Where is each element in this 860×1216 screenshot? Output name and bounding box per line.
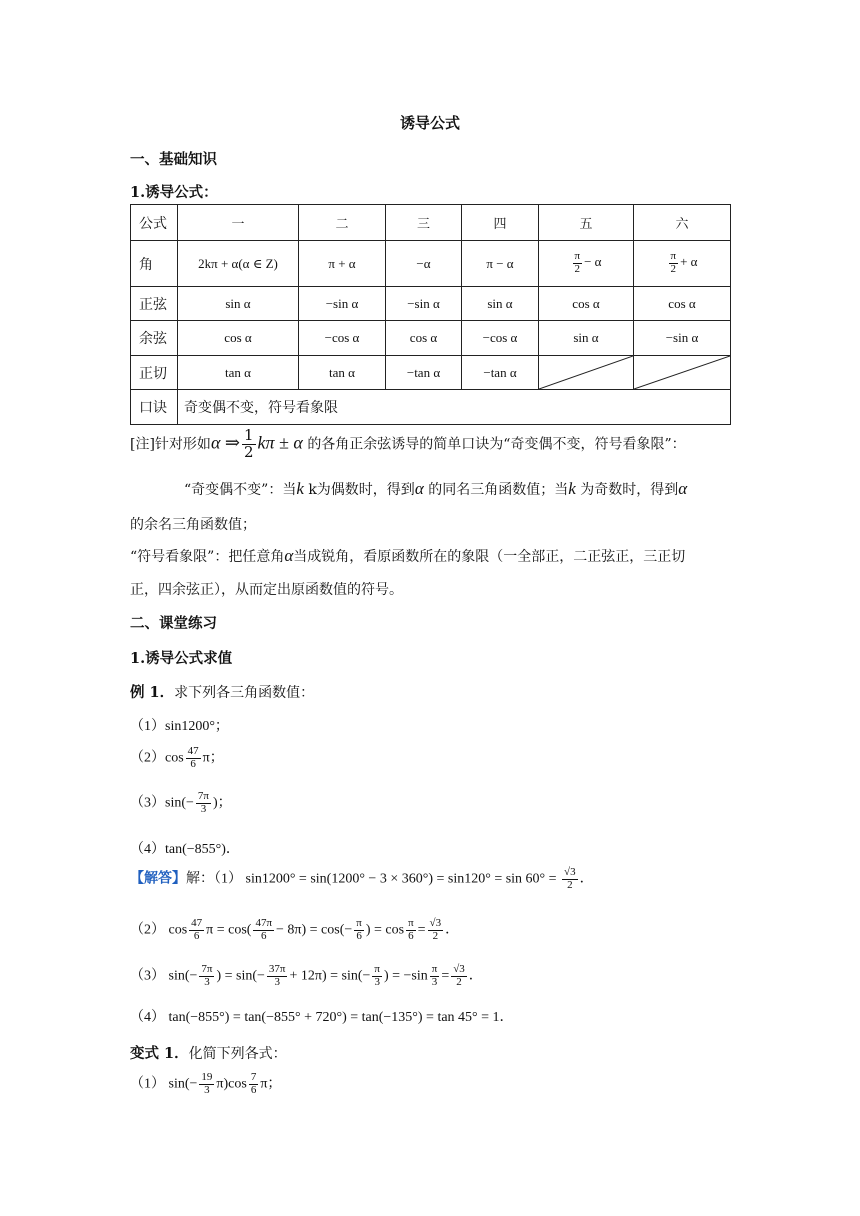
- text-run: ．: [445, 922, 460, 938]
- text-run: )；: [212, 795, 232, 811]
- fraction: [186, 746, 201, 770]
- fraction-numerator: 47: [187, 745, 199, 757]
- alpha-symbol: α: [678, 479, 688, 498]
- variant-1-heading: [130, 1042, 287, 1063]
- fraction-denominator: 2: [456, 975, 462, 988]
- fraction: [669, 251, 679, 275]
- table-header-cell: 五: [539, 205, 634, 241]
- text-run: k为偶数时，得到: [308, 482, 415, 498]
- table-cell: cos α: [178, 321, 299, 356]
- table-cell: sin α: [462, 287, 539, 321]
- text-run: =: [417, 922, 426, 938]
- table-cell: cos α: [634, 287, 731, 321]
- table-cell: π + α: [299, 241, 386, 287]
- table-cell: sin α: [178, 287, 299, 321]
- fraction-denominator: 6: [190, 757, 196, 770]
- sqrt-value: √ 3: [430, 918, 442, 930]
- text-run: （3）sin(−: [130, 795, 194, 811]
- text-run: ) = −sin: [383, 968, 428, 984]
- fraction-numerator: 37π: [268, 963, 286, 975]
- example-1-heading: [130, 681, 314, 702]
- fraction: [199, 964, 214, 988]
- answer-1: [130, 867, 594, 891]
- table-cell: cos α: [539, 287, 634, 321]
- table-cell: tan α: [299, 356, 386, 390]
- k-symbol: k: [296, 479, 304, 498]
- subheading-evaluate: 1.诱导公式求值: [130, 650, 233, 667]
- fraction-denominator: 6: [193, 929, 200, 942]
- angle-expression: − α: [584, 254, 602, 270]
- text-run: （2） cos: [130, 922, 188, 938]
- section-heading-practice: 二、课堂练习: [130, 615, 217, 632]
- fraction-numerator: [451, 964, 467, 977]
- angle-expression: + α: [680, 254, 698, 270]
- k-symbol: k: [568, 479, 576, 498]
- section-heading-basics: 一、基础知识: [130, 151, 217, 168]
- fraction: [354, 918, 364, 942]
- fraction: [253, 918, 274, 942]
- text-run: ) = sin(−: [216, 968, 265, 984]
- table-header-cell: 公式: [131, 205, 178, 241]
- table-cell: −sin α: [634, 321, 731, 356]
- text-run: π)cos: [216, 1076, 247, 1092]
- fraction-numerator: π: [356, 917, 362, 929]
- fraction: [428, 918, 444, 942]
- example-label: 例 1．: [130, 684, 175, 701]
- text-run: − 8π) = cos(−: [276, 922, 353, 938]
- question-4: （4）tan(−855°)．: [130, 842, 240, 857]
- text-run: （3） sin(−: [130, 968, 198, 984]
- table-cell: cos α: [386, 321, 462, 356]
- fraction: [573, 251, 583, 275]
- fraction-denominator: 6: [250, 1083, 257, 1096]
- fraction-numerator: [428, 918, 444, 931]
- note-line-5: 正，四余弦正），从而定出原函数值的符号。: [130, 582, 403, 598]
- fraction-denominator: 3: [200, 802, 207, 815]
- subheading-induction-formulas: 1.诱导公式：: [130, 184, 218, 201]
- table-cell: [634, 241, 731, 287]
- text-run: π；: [202, 750, 224, 766]
- fraction-numerator: 7: [250, 1071, 257, 1083]
- fraction-denominator: 3: [431, 975, 438, 988]
- text-run: 当成锐角，看原函数所在的象限（一全部正，二正弦正，三正切: [293, 549, 686, 565]
- fraction-numerator: 47: [191, 917, 203, 929]
- note-line-1: [130, 428, 686, 461]
- fraction-denominator: 2: [432, 929, 439, 942]
- fraction-denominator: 2: [243, 442, 254, 461]
- fraction: [267, 964, 288, 988]
- text-run: + 12π) = sin(−: [289, 968, 371, 984]
- text-run: ) = cos: [365, 922, 405, 938]
- table-cell: 2kπ + α(α ∈ Z): [178, 241, 299, 287]
- fraction-denominator: 6: [408, 929, 414, 942]
- fraction-denominator: 6: [356, 929, 362, 942]
- table-cell: −tan α: [386, 356, 462, 390]
- note-line-4: [130, 546, 685, 566]
- table-cell: −cos α: [462, 321, 539, 356]
- table-cell: sin α: [539, 321, 634, 356]
- answer-label: 【解答】: [130, 871, 186, 887]
- table-cell: π − α: [462, 241, 539, 287]
- fraction-numerator: 19: [201, 1071, 213, 1083]
- note-line-2: [184, 479, 687, 499]
- answer-4: （4） tan(−855°) = tan(−855° + 720°) = tan(−135°) = tan 45° = 1．: [130, 1010, 514, 1025]
- alpha-symbol: α ⇒: [210, 432, 240, 453]
- fraction-numerator: 7π: [201, 963, 213, 975]
- table-cell: tan α: [178, 356, 299, 390]
- fraction: [406, 918, 416, 942]
- table-header-row: [131, 205, 731, 241]
- note-suffix: 的各角正余弦诱导的简单口诀为“奇变偶不变，符号看象限”：: [307, 436, 686, 453]
- text-run: 解：（1） sin1200° = sin(1200° − 3 × 360°) = sin120° = sin 60° =: [186, 871, 557, 887]
- answer-2: [130, 918, 459, 942]
- variant-text: 化简下列各式：: [188, 1046, 287, 1062]
- question-1: （1）sin1200°；: [130, 719, 229, 734]
- table-row-mnemonic: [131, 390, 731, 425]
- answer-3: [130, 964, 483, 988]
- mnemonic-cell: 奇变偶不变，符号看象限: [178, 390, 731, 425]
- table-row-sine: [131, 287, 731, 321]
- variant-label: 变式 1．: [130, 1045, 189, 1062]
- text-run: 的同名三角函数值；当: [428, 482, 569, 498]
- diagonal-empty-cell: [634, 356, 731, 390]
- fraction-numerator: 7π: [197, 790, 209, 802]
- table-cell: −α: [386, 241, 462, 287]
- table-cell: −tan α: [462, 356, 539, 390]
- fraction-denominator: 3: [204, 1083, 210, 1096]
- fraction-denominator: 6: [261, 929, 267, 942]
- text-run: ．: [579, 871, 594, 887]
- fraction: [562, 867, 578, 891]
- fraction-denominator: 2: [670, 263, 677, 275]
- fraction-numerator: [562, 867, 578, 880]
- table-header-cell: 六: [634, 205, 731, 241]
- row-label: 角: [131, 241, 178, 287]
- fraction-denominator: 3: [274, 975, 280, 988]
- text-run: 为奇数时，得到: [580, 482, 679, 498]
- question-3: [130, 791, 232, 815]
- note-expression: kπ ± α: [257, 432, 303, 453]
- text-run: “奇变偶不变”：当: [184, 482, 297, 498]
- text-run: =: [441, 968, 450, 984]
- sqrt-value: √ 3: [453, 964, 465, 976]
- variant-question-1: [130, 1072, 281, 1096]
- fraction: [242, 428, 256, 461]
- fraction-numerator: 47π: [255, 917, 273, 929]
- alpha-symbol: α: [284, 546, 294, 565]
- row-label: 口诀: [131, 390, 178, 425]
- diagonal-empty-cell: [539, 356, 634, 390]
- example-text: 求下列各三角函数值：: [174, 685, 315, 701]
- text-run: ．: [468, 968, 483, 984]
- sqrt-value: √ 3: [564, 867, 576, 879]
- note-prefix: [注]针对形如: [130, 436, 211, 453]
- text-run: π；: [260, 1076, 282, 1092]
- text-run: π = cos(: [206, 922, 252, 938]
- fraction-numerator: π: [574, 250, 581, 263]
- fraction-numerator: π: [374, 963, 380, 975]
- table-cell: −sin α: [386, 287, 462, 321]
- induction-formula-table: [130, 204, 731, 425]
- table-row-angle: [131, 241, 731, 287]
- fraction: [372, 964, 382, 988]
- table-header-cell: 二: [299, 205, 386, 241]
- note-line-3: 的余名三角函数值；: [130, 517, 256, 533]
- row-label: 正切: [131, 356, 178, 390]
- table-cell: [539, 241, 634, 287]
- alpha-symbol: α: [414, 479, 424, 498]
- fraction-denominator: 2: [574, 263, 581, 275]
- fraction-numerator: π: [670, 250, 677, 263]
- table-row-tangent: [131, 356, 731, 390]
- page-title: 诱导公式: [399, 114, 460, 132]
- fraction: [451, 964, 467, 988]
- fraction: [249, 1072, 259, 1096]
- row-label: 正弦: [131, 287, 178, 321]
- table-header-cell: 四: [462, 205, 539, 241]
- row-label: 余弦: [131, 321, 178, 356]
- fraction-denominator: 2: [567, 878, 573, 891]
- fraction: [430, 964, 440, 988]
- fraction: [199, 1072, 214, 1096]
- table-cell: −cos α: [299, 321, 386, 356]
- fraction-numerator: π: [408, 917, 414, 929]
- table-row-cosine: [131, 321, 731, 356]
- fraction: [189, 918, 204, 942]
- table-header-cell: 一: [178, 205, 299, 241]
- table-cell: −sin α: [299, 287, 386, 321]
- fraction-denominator: 3: [204, 975, 210, 988]
- text-run: “符号看象限”：把任意角: [130, 549, 285, 565]
- text-run: （1） sin(−: [130, 1076, 198, 1092]
- table-header-cell: 三: [386, 205, 462, 241]
- question-2: [130, 746, 224, 770]
- fraction-numerator: π: [431, 963, 438, 975]
- fraction-numerator: 1: [243, 426, 254, 444]
- fraction: [196, 791, 211, 815]
- fraction-denominator: 3: [374, 975, 380, 988]
- text-run: （2）cos: [130, 750, 184, 766]
